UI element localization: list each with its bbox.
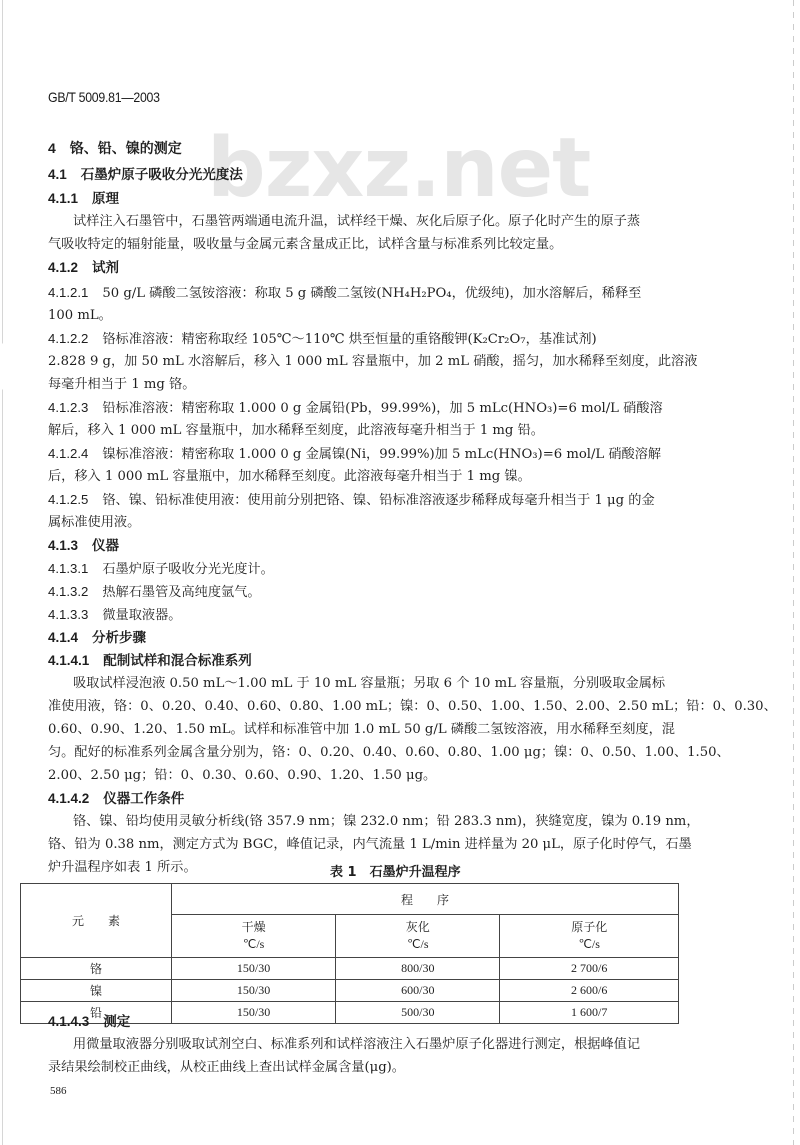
program-header: 程 序 bbox=[172, 884, 679, 915]
paragraph-line: 匀。配好的标准系列金属含量分别为，铬：0、0.20、0.40、0.60、0.80、1.00 μg；镍：0、0.50、1.00、1.50、 bbox=[48, 745, 730, 760]
paragraph-line: 0.60、0.90、1.20、1.50 mL。试样和标准管中加 1.0 mL 50 g/L 磷酸二氢铵溶液，用水稀释至刻度，混 bbox=[48, 722, 675, 737]
element-cell: 铅 bbox=[21, 1002, 172, 1024]
clause-text: 铬标准溶液：精密称取经 105℃～110℃ 烘至恒量的重铬酸钾(K₂Cr₂O₇，基准试剂) bbox=[102, 332, 597, 347]
section-number: 4.1.3 bbox=[48, 538, 79, 553]
section-title: 分析步骤 bbox=[92, 630, 147, 646]
section-number: 4.1.4.1 bbox=[48, 653, 90, 668]
column-name: 原子化 bbox=[571, 920, 608, 934]
table-row bbox=[21, 958, 679, 980]
clause-text: 石墨炉原子吸收分光光度计。 bbox=[102, 562, 274, 577]
section-heading-4-1-4-2 bbox=[48, 790, 184, 808]
table-row bbox=[21, 980, 679, 1002]
value-cell: 2 600/6 bbox=[500, 980, 679, 1002]
section-title: 仪器工作条件 bbox=[103, 791, 185, 807]
paragraph-line: 试样注入石墨管中，石墨管两端通电流升温，试样经干燥、灰化后原子化。原子化时产生的原子蒸 bbox=[73, 214, 641, 229]
clause-number: 4.1.2.2 bbox=[48, 331, 89, 346]
value-cell: 150/30 bbox=[172, 980, 336, 1002]
paragraph-line: 吸取试样浸泡液 0.50 mL～1.00 mL 于 10 mL 容量瓶；另取 6 个 10 mL 容量瓶，分别吸取金属标 bbox=[73, 676, 666, 691]
section-number: 4.1.4.2 bbox=[48, 791, 90, 806]
value-cell: 150/30 bbox=[172, 958, 336, 980]
watermark: bzxz.net bbox=[207, 121, 591, 216]
element-cell: 铬 bbox=[21, 958, 172, 980]
clause-4-1-2-4 bbox=[48, 445, 661, 464]
paragraph-line: 铬、镍、铅均使用灵敏分析线(铬 357.9 nm；镍 232.0 nm；铅 283.3 nm)，狭缝宽度，镍为 0.19 nm， bbox=[73, 814, 700, 829]
clause-continuation: 100 mL。 bbox=[48, 308, 112, 323]
clause-number: 4.1.3.1 bbox=[48, 561, 89, 576]
clause-4-1-2-1 bbox=[48, 284, 641, 303]
element-cell: 镍 bbox=[21, 980, 172, 1002]
section-title: 石墨炉原子吸收分光光度法 bbox=[80, 167, 243, 183]
section-number: 4.1.4 bbox=[48, 630, 79, 645]
column-name: 干燥 bbox=[241, 920, 266, 934]
section-heading-4-1-4-1 bbox=[48, 652, 252, 670]
section-title: 铬、铅、镍的测定 bbox=[69, 141, 182, 157]
clause-continuation: 解后，移入 1 000 mL 容量瓶中，加水稀释至刻度，此溶液每毫升相当于 1 mg 铅。 bbox=[48, 423, 544, 438]
clause-continuation: 每毫升相当于 1 mg 铬。 bbox=[48, 377, 196, 392]
clause-continuation: 2.828 9 g，加 50 mL 水溶解后，移入 1 000 mL 容量瓶中，加 2 mL 硝酸，摇匀，加水稀释至刻度，此溶液 bbox=[48, 354, 698, 369]
heating-program-table bbox=[20, 883, 679, 1024]
column-unit: ℃/s bbox=[407, 937, 429, 951]
clause-4-1-2-2 bbox=[48, 330, 597, 349]
scan-edge-left bbox=[2, 0, 3, 1145]
paragraph-line: 录结果绘制校正曲线，从校正曲线上查出试样金属含量(μg)。 bbox=[48, 1060, 405, 1075]
section-title: 仪器 bbox=[92, 538, 120, 554]
clause-number: 4.1.2.3 bbox=[48, 400, 89, 415]
value-cell: 500/30 bbox=[336, 1002, 500, 1024]
clause-text: 热解石墨管及高纯度氩气。 bbox=[102, 585, 261, 600]
clause-text: 铅标准溶液：精密称取 1.000 0 g 金属铅(Pb，99.99%)，加 5 mLc(HNO₃)=6 mol/L 硝酸溶 bbox=[102, 401, 663, 416]
section-title: 配制试样和混合标准系列 bbox=[103, 653, 252, 669]
value-cell: 600/30 bbox=[336, 980, 500, 1002]
section-title: 测定 bbox=[103, 1014, 131, 1030]
column-name: 灰化 bbox=[405, 920, 430, 934]
section-number: 4.1.4.3 bbox=[48, 1014, 90, 1029]
clause-continuation: 属标准使用液。 bbox=[48, 515, 141, 530]
section-title: 试剂 bbox=[92, 260, 120, 276]
clause-4-1-3-1 bbox=[48, 560, 274, 579]
column-unit: ℃/s bbox=[242, 937, 265, 951]
standard-code: GB/T 5009.81—2003 bbox=[48, 89, 160, 105]
value-cell: 1 600/7 bbox=[500, 1002, 679, 1024]
paragraph-line: 用微量取液器分别吸取试剂空白、标准系列和试样溶液注入石墨炉原子化器进行测定，根据峰值记 bbox=[73, 1037, 641, 1052]
section-title: 原理 bbox=[92, 191, 120, 207]
section-heading-4-1-3 bbox=[48, 537, 119, 555]
table-caption: 表 1 石墨炉升温程序 bbox=[330, 865, 461, 880]
clause-number: 4.1.2.5 bbox=[48, 492, 89, 507]
column-unit: ℃/s bbox=[578, 937, 600, 951]
value-cell: 150/30 bbox=[172, 1002, 336, 1024]
section-number: 4.1.1 bbox=[48, 191, 79, 206]
clause-4-1-2-5 bbox=[48, 491, 655, 510]
section-number: 4 bbox=[48, 140, 56, 156]
clause-text: 镍标准溶液：精密称取 1.000 0 g 金属镍(Ni，99.99%)加 5 mLc(HNO₃)=6 mol/L 硝酸溶解 bbox=[102, 447, 662, 462]
clause-number: 4.1.3.2 bbox=[48, 584, 89, 599]
paragraph-line: 准使用液，铬：0、0.20、0.40、0.60、0.80、1.00 mL；镍：0、0.50、1.00、1.50、2.00、2.50 mL；铅：0、0.30、 bbox=[48, 699, 777, 714]
clause-4-1-3-3 bbox=[48, 606, 181, 625]
clause-continuation: 后，移入 1 000 mL 容量瓶中，加水稀释至刻度。此溶液每毫升相当于 1 mg 镍。 bbox=[48, 469, 531, 484]
column-header-atomization bbox=[500, 915, 679, 958]
page-number: 586 bbox=[50, 1085, 67, 1097]
section-heading-4-1-1 bbox=[48, 190, 119, 208]
column-header-drying bbox=[172, 915, 336, 958]
clause-4-1-3-2 bbox=[48, 583, 261, 602]
clause-text: 铬、镍、铅标准使用液：使用前分别把铬、镍、铅标准溶液逐步稀释成每毫升相当于 1 μg 的金 bbox=[102, 493, 655, 508]
paragraph-line: 炉升温程序如表 1 所示。 bbox=[48, 860, 197, 875]
clause-number: 4.1.2.1 bbox=[48, 285, 89, 300]
section-heading-4 bbox=[48, 139, 182, 158]
section-heading-4-1-4 bbox=[48, 629, 146, 647]
section-number: 4.1.2 bbox=[48, 260, 79, 275]
clause-text: 微量取液器。 bbox=[102, 608, 182, 623]
scan-edge-right bbox=[793, 0, 794, 1145]
element-header: 元 素 bbox=[21, 884, 172, 958]
paragraph-line: 2.00、2.50 μg；铅：0、0.30、0.60、0.90、1.20、1.50 μg。 bbox=[48, 768, 437, 783]
section-heading-4-1 bbox=[48, 166, 243, 184]
section-number: 4.1 bbox=[48, 167, 67, 182]
paragraph-line: 气吸收特定的辐射能量，吸收量与金属元素含量成正比，试样含量与标准系列比较定量。 bbox=[48, 237, 563, 252]
section-heading-4-1-4-3 bbox=[48, 1013, 130, 1031]
clause-number: 4.1.3.3 bbox=[48, 607, 89, 622]
section-heading-4-1-2 bbox=[48, 259, 119, 277]
clause-4-1-2-3 bbox=[48, 399, 663, 418]
paragraph-line: 铬、铅为 0.38 nm，测定方式为 BGC，峰值记录，内气流量 1 L/min 进样量为 20 μL，原子化时停气，石墨 bbox=[48, 837, 692, 852]
column-header-ashing bbox=[336, 915, 500, 958]
clause-text: 50 g/L 磷酸二氢铵溶液：称取 5 g 磷酸二氢铵(NH₄H₂PO₄，优级纯)，加水溶解后，稀释至 bbox=[102, 286, 642, 301]
value-cell: 800/30 bbox=[336, 958, 500, 980]
clause-number: 4.1.2.4 bbox=[48, 446, 89, 461]
table-header-row bbox=[21, 884, 679, 915]
value-cell: 2 700/6 bbox=[500, 958, 679, 980]
